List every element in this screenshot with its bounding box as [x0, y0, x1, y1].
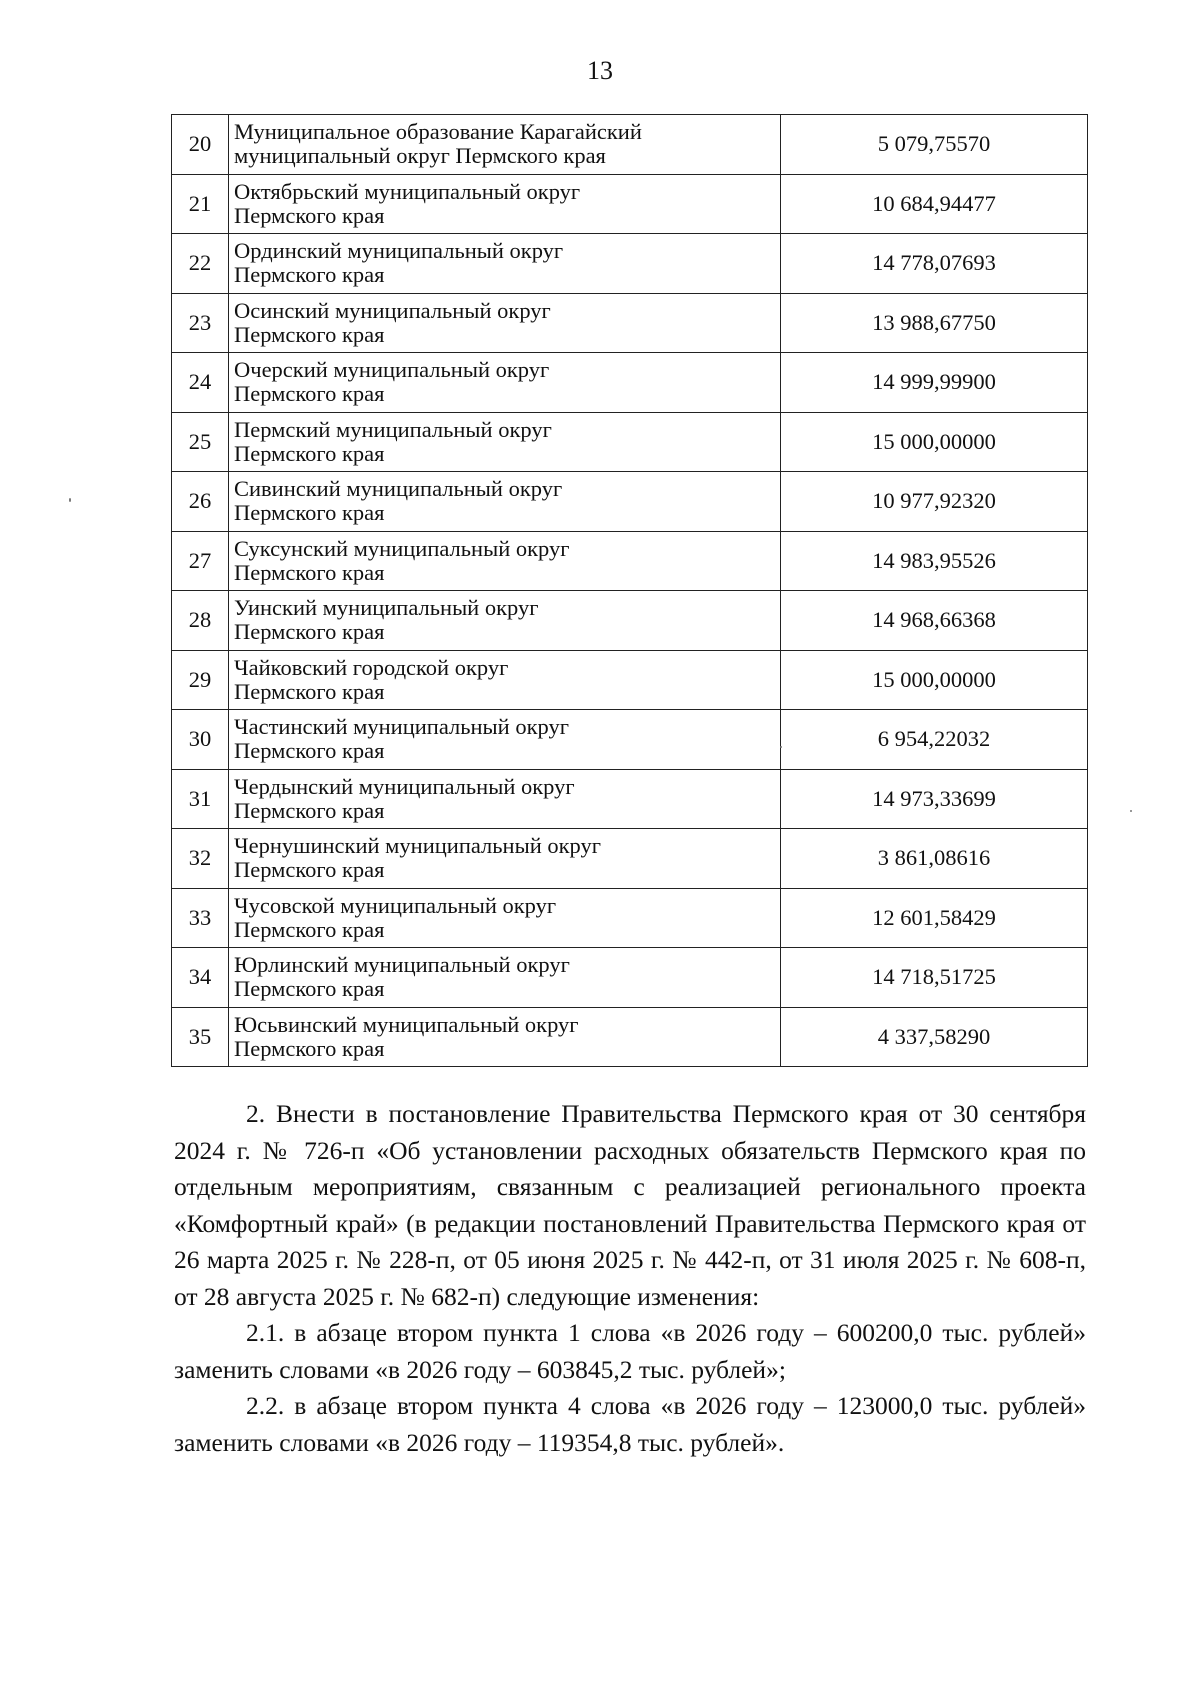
allocation-value: 5 079,75570 [781, 115, 1088, 175]
scan-speck [780, 746, 782, 748]
row-number: 32 [172, 829, 229, 889]
row-number: 27 [172, 531, 229, 591]
municipality-name [229, 353, 781, 413]
row-number: 22 [172, 234, 229, 294]
paragraph-2: 2. Внести в постановление Правительства Пермского края от 30 сентября 2024 г. № 726-п «Об установлении расходных обязательств Пермского края по отдельным мероприятиям, связанным с реализацией регионального проекта «Комфортный край» (в редакции постановлений Правительства Пермского края от 26 марта 2025 г. № 228-п, от 05 июня 2025 г. № 442-п, от 31 июля 2025 г. № 608-п, от 28 августа 2025 г. № 682-п) следующие изменения: [174, 1099, 1086, 1311]
allocation-value: 10 684,94477 [781, 174, 1088, 234]
page-number: 13 [587, 56, 613, 85]
allocation-value: 12 601,58429 [781, 888, 1088, 948]
municipality-name-line-1: Муниципальное образование Карагайский [234, 119, 642, 145]
municipality-name-line-2: Пермского края [234, 1035, 385, 1061]
row-number: 30 [172, 710, 229, 770]
allocation-value: 14 999,99900 [781, 353, 1088, 413]
scan-speck [69, 498, 71, 502]
municipality-name-line-2: Пермского края [234, 738, 385, 764]
row-number: 31 [172, 769, 229, 829]
row-number: 20 [172, 115, 229, 175]
municipality-name [229, 115, 781, 175]
table-row [172, 531, 1088, 591]
municipality-name-line-2: Пермского края [234, 619, 385, 645]
allocation-value: 14 718,51725 [781, 948, 1088, 1008]
table-row [172, 293, 1088, 353]
municipality-name-line-2: Пермского края [234, 262, 385, 288]
municipality-name-line-2: Пермского края [234, 916, 385, 942]
municipality-name-line-2: Пермского края [234, 381, 385, 407]
allocation-value: 3 861,08616 [781, 829, 1088, 889]
municipality-name-line-1: Чусовской муниципальный округ [234, 892, 557, 918]
table-row [172, 353, 1088, 413]
row-number: 29 [172, 650, 229, 710]
row-number: 26 [172, 472, 229, 532]
municipality-name [229, 769, 781, 829]
table-row [172, 1007, 1088, 1067]
allocation-value: 14 778,07693 [781, 234, 1088, 294]
municipality-name [229, 412, 781, 472]
allocation-value: 15 000,00000 [781, 650, 1088, 710]
table-row [172, 472, 1088, 532]
municipality-name-line-2: Пермского края [234, 440, 385, 466]
municipality-name-line-1: Очерский муниципальный округ [234, 357, 550, 383]
row-number: 34 [172, 948, 229, 1008]
table-row [172, 769, 1088, 829]
table-body [172, 115, 1088, 1067]
allocation-table [171, 114, 1088, 1067]
municipality-name-line-2: Пермского края [234, 797, 385, 823]
municipality-name-line-1: Сивинский муниципальный округ [234, 476, 563, 502]
document-body [174, 1096, 1086, 1461]
municipality-name-line-1: Частинский муниципальный округ [234, 714, 569, 740]
municipality-name-line-2: Пермского края [234, 857, 385, 883]
municipality-name [229, 293, 781, 353]
municipality-name-line-1: Осинский муниципальный округ [234, 297, 551, 323]
allocation-value: 4 337,58290 [781, 1007, 1088, 1067]
table-row [172, 710, 1088, 770]
row-number: 28 [172, 591, 229, 651]
allocation-value: 14 973,33699 [781, 769, 1088, 829]
row-number: 25 [172, 412, 229, 472]
row-number: 24 [172, 353, 229, 413]
municipality-name [229, 531, 781, 591]
paragraph-2-1: 2.1. в абзаце втором пункта 1 слова «в 2026 году – 600200,0 тыс. рублей» заменить словами «в 2026 году – 603845,2 тыс. рублей»; [174, 1318, 1086, 1384]
municipality-name-line-1: Чердынский муниципальный округ [234, 773, 575, 799]
table-row [172, 591, 1088, 651]
municipality-name-line-2: муниципальный округ Пермского края [234, 143, 606, 169]
municipality-name-line-1: Октябрьский муниципальный округ [234, 178, 581, 204]
allocation-value: 14 968,66368 [781, 591, 1088, 651]
table-row [172, 412, 1088, 472]
municipality-name-line-1: Ординский муниципальный округ [234, 238, 564, 264]
allocation-value: 10 977,92320 [781, 472, 1088, 532]
municipality-name-line-1: Суксунский муниципальный округ [234, 535, 570, 561]
municipality-name-line-2: Пермского края [234, 202, 385, 228]
municipality-name-line-1: Юсьвинский муниципальный округ [234, 1011, 579, 1037]
table-row [172, 829, 1088, 889]
municipality-name [229, 1007, 781, 1067]
allocation-value: 13 988,67750 [781, 293, 1088, 353]
municipality-name-line-1: Чернушинский муниципальный округ [234, 833, 601, 859]
municipality-name-line-1: Юрлинский муниципальный округ [234, 952, 570, 978]
municipality-name-line-2: Пермского края [234, 321, 385, 347]
allocation-value: 14 983,95526 [781, 531, 1088, 591]
scan-speck [1130, 810, 1132, 812]
table-row [172, 888, 1088, 948]
municipality-name-line-1: Уинский муниципальный округ [234, 595, 539, 621]
municipality-name [229, 888, 781, 948]
municipality-name [229, 591, 781, 651]
municipality-name-line-2: Пермского края [234, 500, 385, 526]
municipality-name-line-1: Чайковский городской округ [234, 654, 509, 680]
row-number: 21 [172, 174, 229, 234]
municipality-name [229, 472, 781, 532]
municipality-name [229, 234, 781, 294]
allocation-value: 6 954,22032 [781, 710, 1088, 770]
table-row [172, 174, 1088, 234]
municipality-name [229, 948, 781, 1008]
municipality-name-line-1: Пермский муниципальный округ [234, 416, 552, 442]
municipality-name [229, 650, 781, 710]
municipality-name-line-2: Пермского края [234, 976, 385, 1002]
municipality-name-line-2: Пермского края [234, 678, 385, 704]
table-row [172, 115, 1088, 175]
municipality-name-line-2: Пермского края [234, 559, 385, 585]
row-number: 33 [172, 888, 229, 948]
paragraph-2-2: 2.2. в абзаце втором пункта 4 слова «в 2026 году – 123000,0 тыс. рублей» заменить словами «в 2026 году – 119354,8 тыс. рублей». [174, 1391, 1086, 1457]
table-row [172, 650, 1088, 710]
municipality-name [229, 829, 781, 889]
row-number: 23 [172, 293, 229, 353]
row-number: 35 [172, 1007, 229, 1067]
allocation-value: 15 000,00000 [781, 412, 1088, 472]
table-row [172, 948, 1088, 1008]
municipality-name [229, 174, 781, 234]
municipality-name [229, 710, 781, 770]
table-row [172, 234, 1088, 294]
